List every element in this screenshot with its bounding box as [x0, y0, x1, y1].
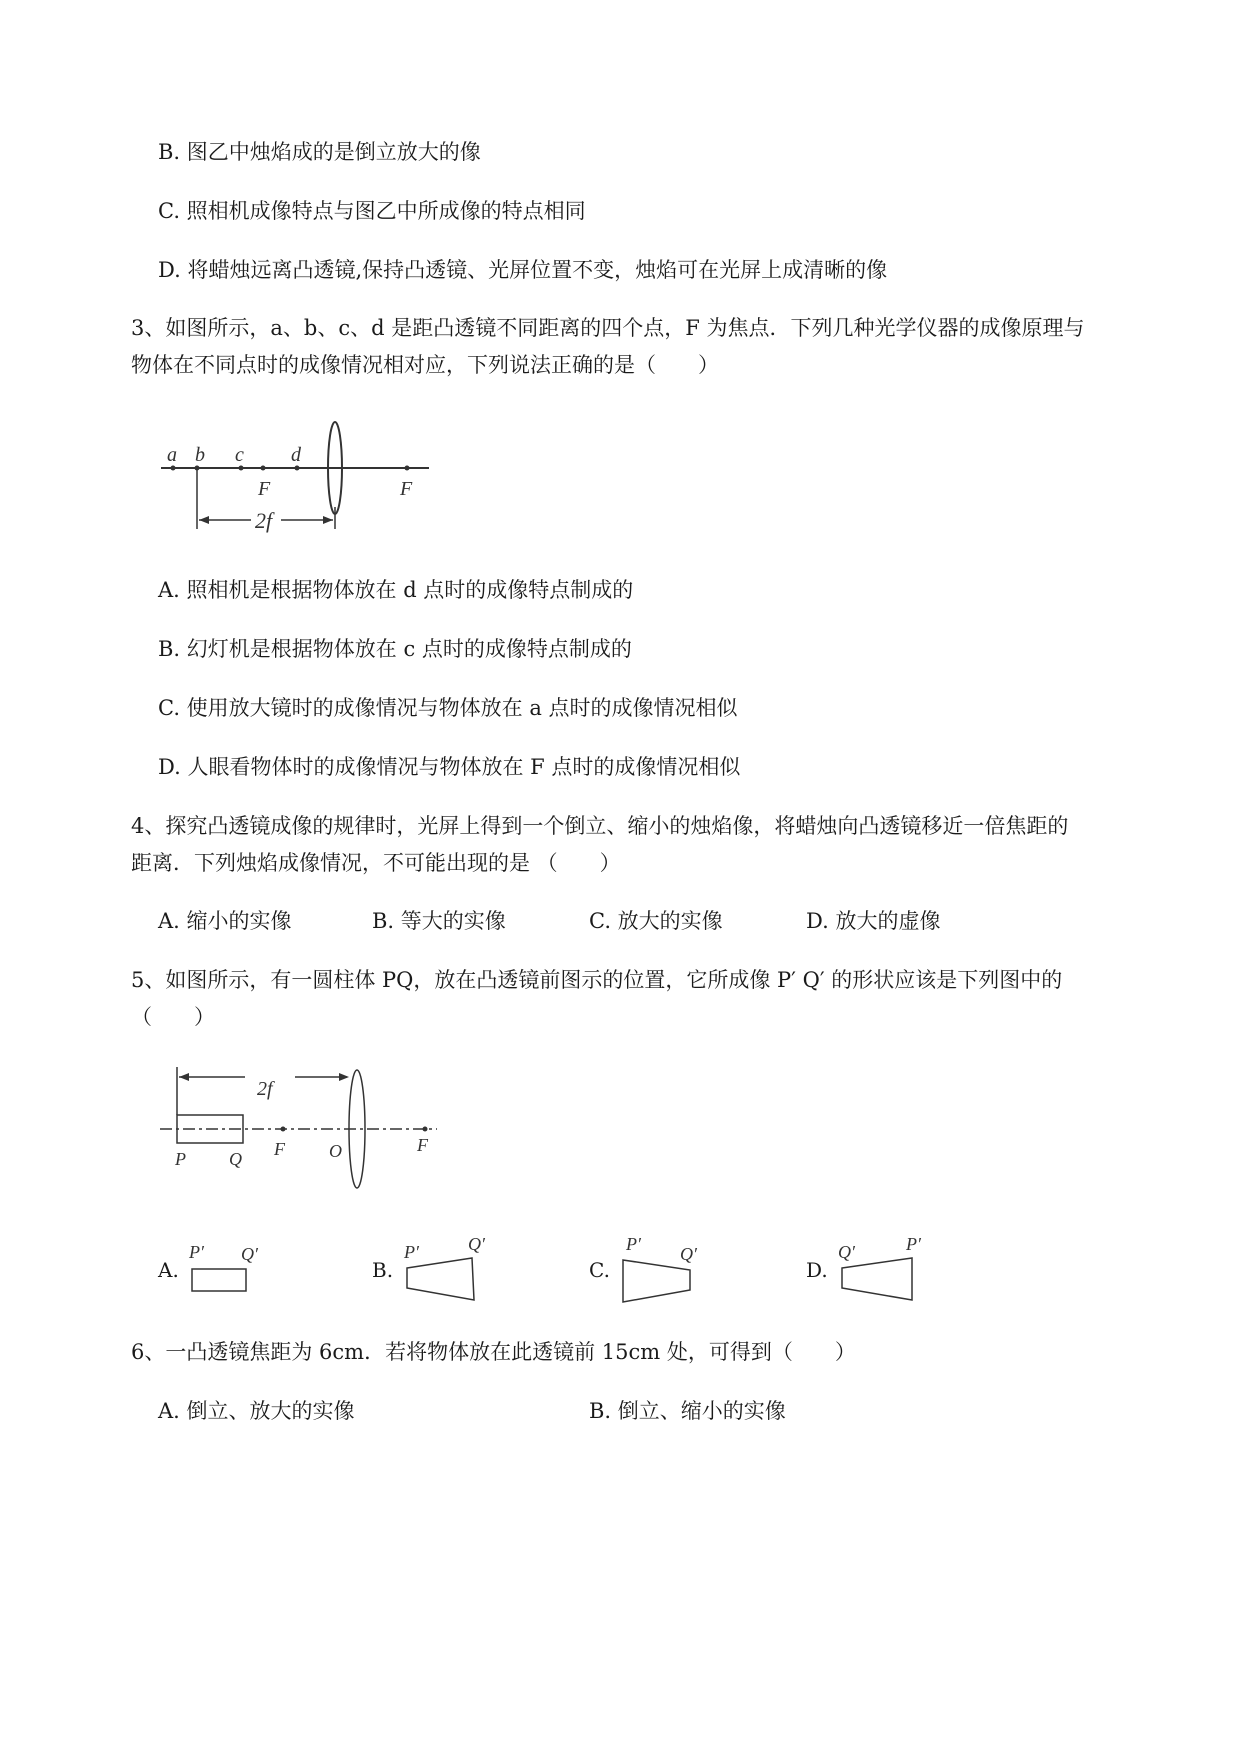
q5-point-f-right — [423, 1127, 428, 1132]
q5-option-a-right-label: Q′ — [241, 1244, 258, 1264]
q5-dim-arrow-right — [339, 1073, 349, 1081]
q5-option-d-letter: D. — [806, 1258, 828, 1282]
q5-option-c-letter: C. — [589, 1258, 610, 1282]
q5-label-o: O — [329, 1141, 342, 1161]
q5-option-b-shape — [407, 1258, 474, 1300]
q4-option-b: B. 等大的实像 — [372, 909, 506, 933]
q3-label-d: d — [291, 444, 301, 466]
q3-lens-diagram — [155, 415, 445, 540]
q2-option-b: B. 图乙中烛焰成的是倒立放大的像 — [158, 140, 481, 164]
q3-option-d: D. 人眼看物体时的成像情况与物体放在 F 点时的成像情况相似 — [158, 755, 741, 779]
q3-label-2f: 2f — [255, 508, 273, 533]
q3-label-a: a — [167, 444, 177, 466]
q5-point-f-left — [281, 1127, 286, 1132]
q5-dim-arrow-left — [179, 1073, 189, 1081]
q3-option-c: C. 使用放大镜时的成像情况与物体放在 a 点时的成像情况相似 — [158, 696, 738, 720]
q6-option-a: A. 倒立、放大的实像 — [158, 1399, 355, 1423]
q6-stem: 6、一凸透镜焦距为 6cm．若将物体放在此透镜前 15cm 处，可得到（ ） — [131, 1340, 856, 1364]
q5-label-f-right: F — [417, 1135, 428, 1155]
q4-stem-line2: 距离．下列烛焰成像情况，不可能出现的是 （ ） — [131, 851, 621, 875]
q5-lens-diagram — [155, 1063, 450, 1198]
q5-option-a-shape — [192, 1269, 246, 1291]
q5-option-c-right-label: Q′ — [680, 1244, 697, 1264]
q5-option-b-right-label: Q′ — [468, 1234, 485, 1254]
q4-option-c: C. 放大的实像 — [589, 909, 723, 933]
q3-point-c — [239, 466, 244, 471]
q5-option-b-left-label: P′ — [404, 1242, 419, 1262]
q5-option-c-shape — [623, 1260, 690, 1302]
q3-stem-line1: 3、如图所示，a、b、c、d 是距凸透镜不同距离的四个点，F 为焦点．下列几种光学仪器的成像原理与 — [131, 316, 1085, 340]
q2-option-c: C. 照相机成像特点与图乙中所成像的特点相同 — [158, 199, 586, 223]
q5-option-c-figure — [618, 1230, 718, 1306]
q3-dim-arrow-right — [323, 516, 333, 524]
q5-option-d-right-label: P′ — [906, 1234, 921, 1254]
q5-option-b-figure — [400, 1230, 500, 1306]
q3-label-b: b — [195, 444, 205, 466]
q3-point-f-right — [405, 466, 410, 471]
q5-label-f-left: F — [274, 1139, 285, 1159]
q3-label-f-left: F — [258, 478, 271, 500]
q6-option-b: B. 倒立、缩小的实像 — [589, 1399, 786, 1423]
q3-option-a: A. 照相机是根据物体放在 d 点时的成像特点制成的 — [158, 578, 634, 602]
q4-stem-line1: 4、探究凸透镜成像的规律时，光屏上得到一个倒立、缩小的烛焰像，将蜡烛向凸透镜移近一倍焦距的 — [131, 814, 1069, 838]
q5-stem-line2: （ ） — [131, 1005, 215, 1029]
q5-label-2f: 2f — [257, 1078, 273, 1100]
q5-option-c-left-label: P′ — [626, 1234, 641, 1254]
q5-option-a-figure — [185, 1236, 265, 1298]
q5-option-d-figure — [834, 1230, 934, 1306]
q5-label-p: P — [175, 1149, 186, 1169]
q3-dim-arrow-left — [199, 516, 209, 524]
q3-stem-line2: 物体在不同点时的成像情况相对应，下列说法正确的是（ ） — [131, 353, 719, 377]
q3-point-a — [171, 466, 176, 471]
q5-option-b-letter: B. — [372, 1258, 394, 1282]
q3-point-d — [295, 466, 300, 471]
q5-option-a-left-label: P′ — [189, 1242, 204, 1262]
q3-label-f-right: F — [400, 478, 413, 500]
q3-option-b: B. 幻灯机是根据物体放在 c 点时的成像特点制成的 — [158, 637, 632, 661]
q5-option-d-left-label: Q′ — [838, 1242, 855, 1262]
q5-option-a-letter: A. — [158, 1258, 179, 1282]
q5-label-q: Q — [229, 1149, 242, 1169]
q3-label-c: c — [235, 444, 244, 466]
q2-option-d: D. 将蜡烛远离凸透镜,保持凸透镜、光屏位置不变，烛焰可在光屏上成清晰的像 — [158, 258, 888, 282]
q3-point-f-left — [261, 466, 266, 471]
q5-stem-line1: 5、如图所示，有一圆柱体 PQ，放在凸透镜前图示的位置，它所成像 P′ Q′ 的形状应该是下列图中的 — [131, 968, 1063, 992]
q5-option-d-shape — [842, 1258, 912, 1300]
q4-option-d: D. 放大的虚像 — [806, 909, 941, 933]
q4-option-a: A. 缩小的实像 — [158, 909, 292, 933]
